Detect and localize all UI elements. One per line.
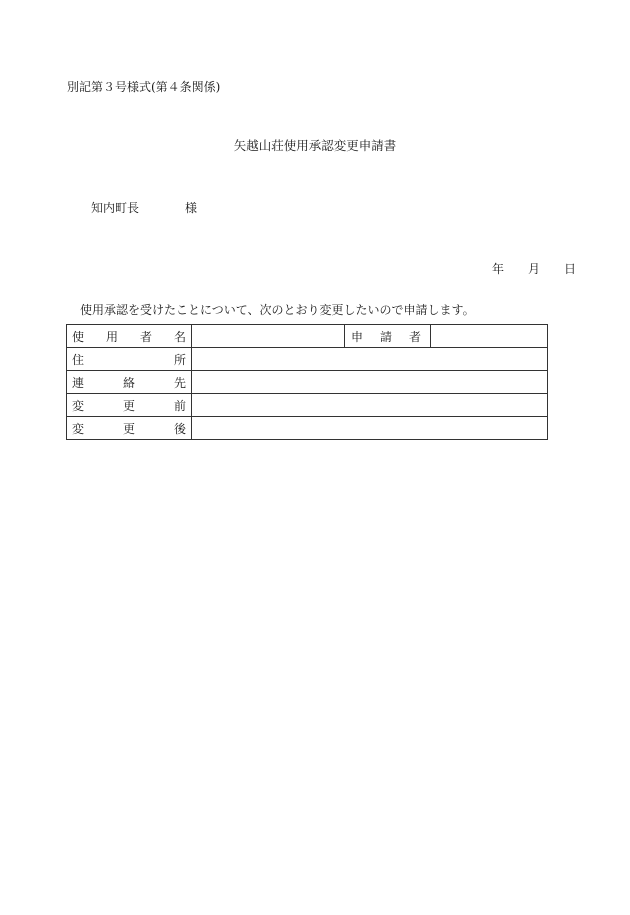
date-day-label: 日 — [564, 262, 577, 276]
table-row — [67, 348, 548, 371]
before-change-field[interactable] — [192, 394, 548, 417]
table-row — [67, 394, 548, 417]
user-name-label: 使 用 者 名 — [67, 325, 192, 348]
before-change-label: 変 更 前 — [67, 394, 192, 417]
applicant-label: 申 請 者 — [345, 325, 431, 348]
addressee-name: 知内町長 — [91, 201, 140, 215]
application-form-table — [66, 324, 548, 440]
user-name-field[interactable] — [192, 325, 345, 348]
table-row — [67, 371, 548, 394]
date-field[interactable] — [486, 262, 576, 276]
intro-text: 使用承認を受けたことについて、次のとおり変更したいので申請します。 — [80, 303, 475, 317]
document-title: 矢越山荘使用承認変更申請書 — [233, 138, 397, 153]
contact-label: 連 絡 先 — [67, 371, 192, 394]
date-year-label: 年 — [492, 262, 505, 276]
contact-field[interactable] — [192, 371, 548, 394]
after-change-label: 変 更 後 — [67, 417, 192, 440]
after-change-field[interactable] — [192, 417, 548, 440]
address-field[interactable] — [192, 348, 548, 371]
table-row — [67, 325, 548, 348]
table-row — [67, 417, 548, 440]
date-month-label: 月 — [528, 262, 541, 276]
applicant-field[interactable] — [431, 325, 548, 348]
address-label: 住 所 — [67, 348, 192, 371]
form-number: 別記第３号様式(第４条関係) — [67, 80, 221, 94]
addressee-honorific: 様 — [185, 201, 198, 215]
